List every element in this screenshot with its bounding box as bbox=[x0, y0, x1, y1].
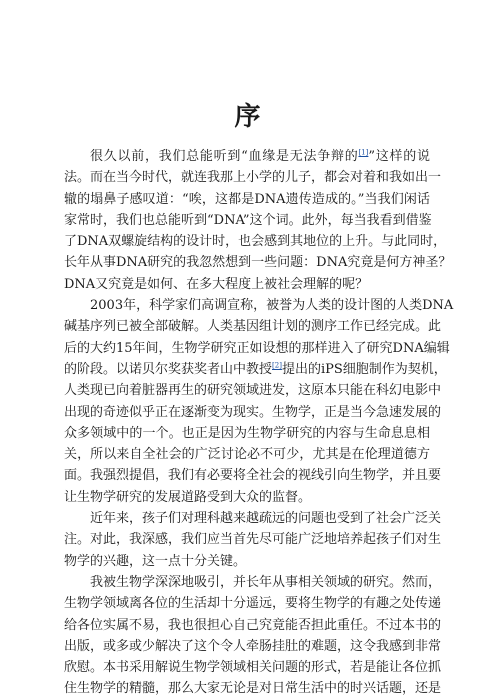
text-line: 关，所以来自全社会的广泛讨论必不可少，尤其是在伦理道德方 bbox=[64, 447, 430, 463]
text-line: 物学的兴趣，这一点十分关键。 bbox=[64, 553, 247, 569]
text-line: 辙的塌鼻子感叹道：“唉，这都是DNA遗传造成的。”当我们闲话 bbox=[64, 191, 430, 207]
text-line: 让生物学研究的发展道路受到大众的监督。 bbox=[64, 489, 312, 505]
text-line: 欣慰。本书采用解说生物学领域相关问题的形式，若是能让各位抓 bbox=[64, 660, 442, 676]
text-line: 给各位实属不易，我也很担心自己究竟能否担此重任。不过本书的 bbox=[64, 617, 442, 633]
text-line: 出现的奇迹似乎正在逐渐变为现实。生物学，正是当今急速发展的 bbox=[64, 404, 442, 420]
text-line: 住生物学的精髓，那么大家无论是对日常生活中的时兴话题，还是 bbox=[64, 681, 442, 697]
footnote-ref-2[interactable]: [2] bbox=[272, 361, 282, 370]
text-line bbox=[64, 146, 430, 167]
text-segment: 提出的iPS细胞制作为契机， bbox=[281, 361, 447, 377]
text-line: 面。我强烈提倡，我们有必要将全社会的视线引向生物学，并且要 bbox=[64, 468, 442, 484]
footnote-ref-1[interactable]: [1] bbox=[358, 148, 369, 157]
text-line: 碱基序列已被全部破解。人类基因组计划的测序工作已经完成。此 bbox=[64, 319, 442, 335]
chapter-title: 序 bbox=[234, 102, 261, 132]
text-line: 后的大约15年间，生物学研究正如设想的那样进入了研究DNA编辑 bbox=[64, 340, 450, 356]
text-line: 我被生物学深深地吸引，并长年从事相关领域的研究。然而， bbox=[90, 574, 442, 590]
text-line: 2003年，科学家们高调宣称，被誉为人类的设计图的人类DNA bbox=[90, 298, 454, 314]
text-segment: 很久以前，我们总能听到“血缘是无法争辩的 bbox=[90, 149, 359, 164]
text-line: 众多领域中的一个。也正是因为生物学研究的内容与生命息息相 bbox=[64, 425, 430, 441]
text-line bbox=[64, 359, 447, 380]
text-line: DNA又究竟是如何、在多大程度上被社会理解的呢？ bbox=[64, 276, 369, 292]
text-line: 了DNA双螺旋结构的设计时，也会感到其地位的上升。与此同时， bbox=[64, 234, 447, 250]
text-line: 长年从事DNA研究的我忽然想到一些问题：DNA究竟是何方神圣？ bbox=[64, 255, 452, 271]
text-line: 生物学领域离各位的生活却十分遥远，要将生物学的有趣之处传递 bbox=[64, 596, 442, 612]
text-line: 近年来，孩子们对理科越来越疏远的问题也受到了社会广泛关 bbox=[90, 511, 442, 527]
text-line: 人类现已向着脏器再生的研究领域进发，这原本只能在科幻电影中 bbox=[64, 383, 442, 399]
preface-body bbox=[64, 146, 454, 700]
text-segment: 的阶段。以诺贝尔奖获奖者山中教授 bbox=[64, 361, 273, 377]
text-line: 法。而在当今时代，就连我那上小学的儿子，都会对着和我如出一 bbox=[64, 170, 442, 186]
text-line: 家常时，我们也总能听到“DNA”这个词。此外，每当我看到借鉴 bbox=[64, 212, 432, 228]
text-line: 出版，或多或少解决了这个令人牵肠挂肚的难题，这令我感到非常 bbox=[64, 638, 442, 654]
text-segment: ”这样的说 bbox=[368, 149, 430, 164]
text-line: 注。对此，我深感，我们应当首先尽可能广泛地培养起孩子们对生 bbox=[64, 532, 442, 548]
